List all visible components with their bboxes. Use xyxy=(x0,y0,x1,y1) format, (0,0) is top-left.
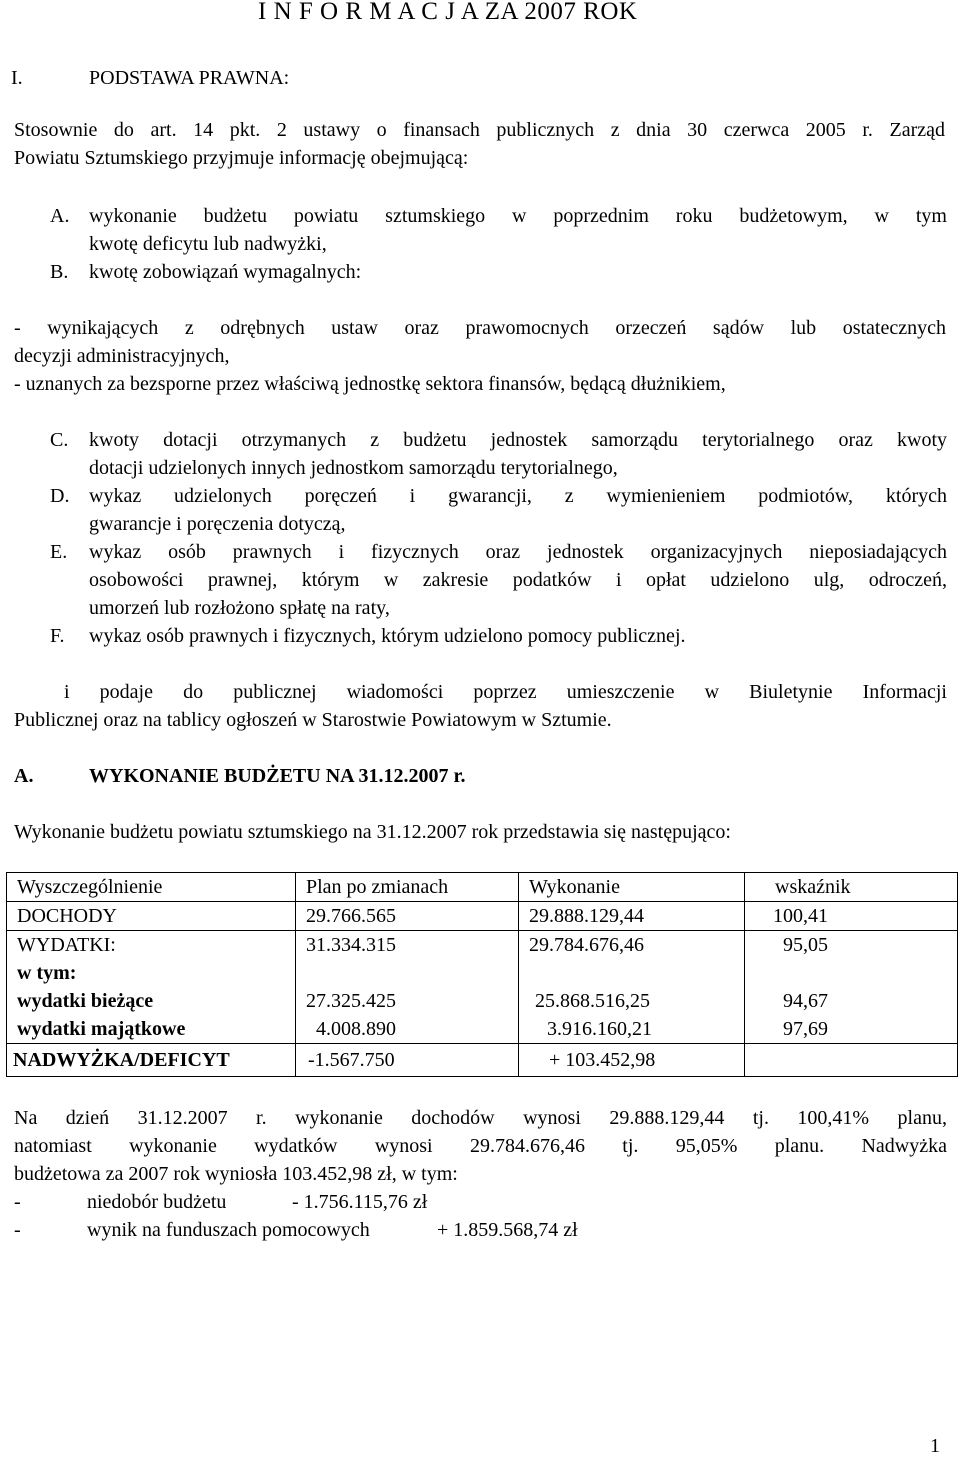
table-row-income xyxy=(7,902,958,931)
table-row-expenses xyxy=(7,931,958,1044)
income-ratio: 100,41 xyxy=(745,902,958,931)
summary-line-1: Na dzień 31.12.2007 r. wykonanie dochodów wynosi 29.888.129,44 tj. 100,41% planu, xyxy=(14,1107,947,1129)
expenses-execution: 29.784.676,46 xyxy=(529,934,644,956)
document-title: I N F O R M A C J A ZA 2007 ROK xyxy=(258,0,638,25)
list-item-a-line-2: kwotę deficytu lub nadwyżki, xyxy=(89,233,327,255)
list-item-b-letter: B. xyxy=(50,261,69,283)
list-item-e-letter: E. xyxy=(50,541,68,563)
including-label: w tym: xyxy=(17,962,77,984)
bullet-1-label: niedobór budżetu xyxy=(87,1191,227,1213)
expenses-plan: 31.334.315 xyxy=(306,934,396,956)
list-item-a-line-1: wykonanie budżetu powiatu sztumskiego w poprzednim roku budżetowym, w tym xyxy=(89,205,947,227)
publication-line-1: i podaje do publicznej wiadomości poprzez umieszczenie w Biuletynie Informacji xyxy=(64,681,947,703)
expenses-plan-cell xyxy=(296,931,519,1044)
table-row-surplus xyxy=(7,1044,958,1077)
section-number: I. xyxy=(11,67,23,89)
list-item-d-line-2: gwarancje i poręczenia dotyczą, xyxy=(89,513,346,535)
capital-expenses-label: wydatki majątkowe xyxy=(17,1018,186,1040)
intro-line-1: Stosownie do art. 14 pkt. 2 ustawy o finansach publicznych z dnia 30 czerwca 2005 r. Zarząd xyxy=(14,119,945,141)
page-number: 1 xyxy=(930,1435,940,1457)
current-expenses-plan: 27.325.425 xyxy=(306,990,396,1012)
surplus-label: NADWYŻKA/DEFICYT xyxy=(7,1044,296,1077)
dash-item-1 xyxy=(14,314,946,370)
section-heading-legal-basis: PODSTAWA PRAWNA: xyxy=(89,67,290,89)
list-item-a xyxy=(89,202,947,258)
list-item-c-line-1: kwoty dotacji otrzymanych z budżetu jednostek samorządu terytorialnego oraz kwoty xyxy=(89,429,947,451)
list-item-f-letter: F. xyxy=(50,625,65,647)
list-item-d xyxy=(89,482,947,538)
list-item-e xyxy=(89,538,947,622)
list-item-d-letter: D. xyxy=(50,485,70,507)
publication-paragraph xyxy=(64,678,947,706)
header-cell-plan: Plan po zmianach xyxy=(296,873,519,902)
summary-paragraph xyxy=(14,1104,947,1188)
bullet-1-dash: - xyxy=(14,1191,21,1213)
list-item-e-line-1: wykaz osób prawnych i fizycznych oraz jednostek organizacyjnych nieposiadających xyxy=(89,541,947,563)
capital-expenses-ratio: 97,69 xyxy=(783,1018,828,1040)
expenses-label: WYDATKI: xyxy=(17,934,116,956)
list-item-a-letter: A. xyxy=(50,205,70,227)
capital-expenses-plan: 4.008.890 xyxy=(316,1018,396,1040)
expenses-ratio: 95,05 xyxy=(783,934,828,956)
dash-item-1-line-1: - wynikających z odrębnych ustaw oraz prawomocnych orzeczeń sądów lub ostatecznych xyxy=(14,317,946,339)
expenses-cell xyxy=(7,931,296,1044)
expenses-ratio-cell xyxy=(745,931,958,1044)
capital-expenses-execution: 3.916.160,21 xyxy=(547,1018,652,1040)
section-a-letter: A. xyxy=(14,765,34,787)
bullet-2-dash: - xyxy=(14,1219,21,1241)
intro-text xyxy=(14,116,945,172)
summary-line-2: natomiast wykonanie wydatków wynosi 29.784.676,46 tj. 95,05% planu. Nadwyżka xyxy=(14,1135,947,1157)
header-cell-execution: Wykonanie xyxy=(519,873,745,902)
section-a-heading: WYKONANIE BUDŻETU NA 31.12.2007 r. xyxy=(89,765,466,787)
income-plan: 29.766.565 xyxy=(296,902,519,931)
table-header-row xyxy=(7,873,958,902)
list-item-e-line-3: umorzeń lub rozłożono spłatę na raty, xyxy=(89,597,390,619)
surplus-plan: -1.567.750 xyxy=(296,1044,519,1077)
dash-item-2: - uznanych za bezsporne przez właściwą jednostkę sektora finansów, będącą dłużnikiem, xyxy=(14,373,726,395)
bullet-2-label: wynik na funduszach pomocowych xyxy=(87,1219,370,1241)
current-expenses-execution: 25.868.516,25 xyxy=(535,990,650,1012)
list-item-b: kwotę zobowiązań wymagalnych: xyxy=(89,261,362,283)
summary-line-3: budżetowa za 2007 rok wyniosła 103.452,98 zł, w tym: xyxy=(14,1163,458,1185)
list-item-c-line-2: dotacji udzielonych innych jednostkom samorządu terytorialnego, xyxy=(89,457,618,479)
list-item-f: wykaz osób prawnych i fizycznych, którym udzielono pomocy publicznej. xyxy=(89,625,686,647)
header-cell-ratio: wskaźnik xyxy=(745,873,958,902)
list-item-e-line-2: osobowości prawnej, którym w zakresie podatków i opłat udzielono ulg, odroczeń, xyxy=(89,569,947,591)
bullet-1-value: - 1.756.115,76 zł xyxy=(292,1191,428,1213)
surplus-execution: + 103.452,98 xyxy=(519,1044,745,1077)
current-expenses-ratio: 94,67 xyxy=(783,990,828,1012)
income-label: DOCHODY xyxy=(7,902,296,931)
surplus-ratio xyxy=(745,1044,958,1077)
expenses-execution-cell xyxy=(519,931,745,1044)
publication-line-2: Publicznej oraz na tablicy ogłoszeń w Starostwie Powiatowym w Sztumie. xyxy=(14,709,612,731)
list-item-c-letter: C. xyxy=(50,429,69,451)
current-expenses-label: wydatki bieżące xyxy=(17,990,154,1012)
bullet-2-value: + 1.859.568,74 zł xyxy=(437,1219,578,1241)
list-item-c xyxy=(89,426,947,482)
income-execution: 29.888.129,44 xyxy=(519,902,745,931)
intro-line-2: Powiatu Sztumskiego przyjmuje informację obejmującą: xyxy=(14,147,469,169)
list-item-d-line-1: wykaz udzielonych poręczeń i gwarancji, z wymienieniem podmiotów, których xyxy=(89,485,947,507)
table-intro: Wykonanie budżetu powiatu sztumskiego na 31.12.2007 rok przedstawia się następująco: xyxy=(14,821,731,843)
budget-table xyxy=(6,872,958,1077)
header-cell-description: Wyszczególnienie xyxy=(7,873,296,902)
dash-item-1-line-2: decyzji administracyjnych, xyxy=(14,345,230,367)
